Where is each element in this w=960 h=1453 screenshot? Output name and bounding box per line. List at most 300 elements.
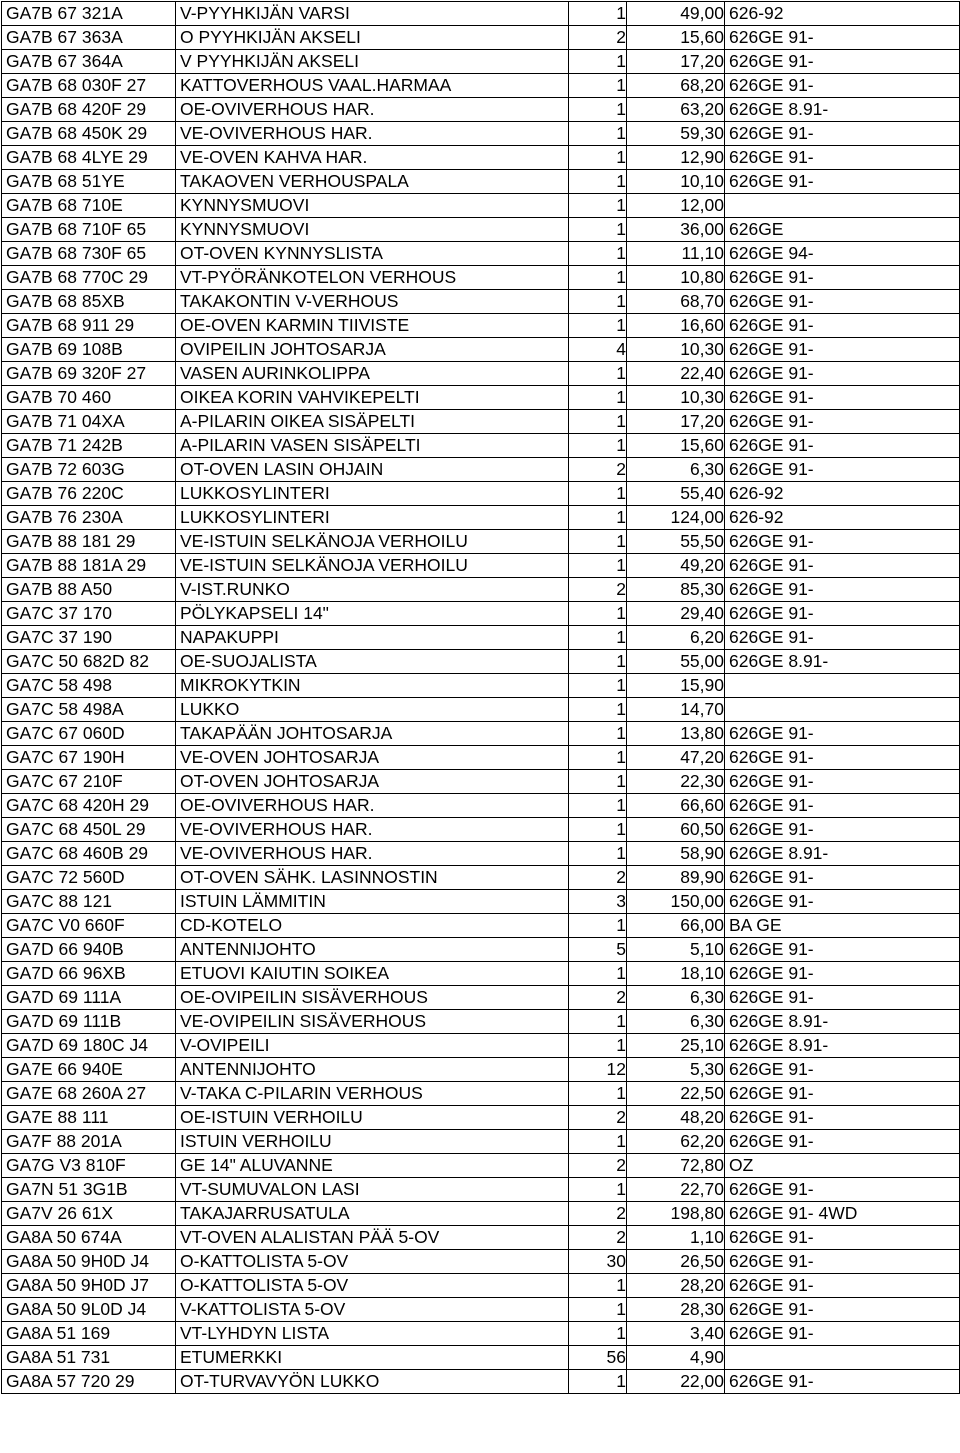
table-row	[2, 1058, 960, 1082]
quantity-cell: 2	[569, 866, 627, 890]
part-name-cell: TAKAOVEN VERHOUSPALA	[176, 170, 569, 194]
table-row	[2, 914, 960, 938]
price-cell: 55,40	[627, 482, 725, 506]
part-code-cell: GA7C 68 460B 29	[2, 842, 176, 866]
model-fit-cell: 626GE 91-	[725, 266, 960, 290]
part-code-cell: GA7C 68 450L 29	[2, 818, 176, 842]
part-name-cell: ETUMERKKI	[176, 1346, 569, 1370]
table-row	[2, 434, 960, 458]
quantity-cell: 1	[569, 650, 627, 674]
part-code-cell: GA7B 68 710E	[2, 194, 176, 218]
table-row	[2, 938, 960, 962]
quantity-cell: 1	[569, 818, 627, 842]
part-code-cell: GA7C 72 560D	[2, 866, 176, 890]
model-fit-cell: 626GE 91-	[725, 26, 960, 50]
table-row	[2, 602, 960, 626]
part-name-cell: ANTENNIJOHTO	[176, 1058, 569, 1082]
quantity-cell: 1	[569, 1298, 627, 1322]
quantity-cell: 5	[569, 938, 627, 962]
quantity-cell: 1	[569, 530, 627, 554]
quantity-cell: 3	[569, 890, 627, 914]
part-code-cell: GA7B 69 320F 27	[2, 362, 176, 386]
model-fit-cell: 626-92	[725, 482, 960, 506]
part-name-cell: PÖLYKAPSELI 14"	[176, 602, 569, 626]
quantity-cell: 2	[569, 986, 627, 1010]
part-name-cell: OE-ISTUIN VERHOILU	[176, 1106, 569, 1130]
part-code-cell: GA7D 69 111A	[2, 986, 176, 1010]
price-cell: 6,30	[627, 1010, 725, 1034]
part-code-cell: GA7B 68 4LYE 29	[2, 146, 176, 170]
part-name-cell: OT-OVEN SÄHK. LASINNOSTIN	[176, 866, 569, 890]
model-fit-cell: BA GE	[725, 914, 960, 938]
quantity-cell: 1	[569, 1130, 627, 1154]
part-code-cell: GA7C V0 660F	[2, 914, 176, 938]
model-fit-cell: 626GE 91-	[725, 146, 960, 170]
price-cell: 15,60	[627, 434, 725, 458]
quantity-cell: 1	[569, 842, 627, 866]
price-cell: 15,90	[627, 674, 725, 698]
table-row	[2, 674, 960, 698]
model-fit-cell: 626GE 91-	[725, 314, 960, 338]
table-row	[2, 2, 960, 26]
part-code-cell: GA7B 70 460	[2, 386, 176, 410]
model-fit-cell: 626GE 91-	[725, 1058, 960, 1082]
table-row	[2, 530, 960, 554]
model-fit-cell: 626GE 91-	[725, 74, 960, 98]
price-cell: 22,00	[627, 1370, 725, 1394]
part-name-cell: V-KATTOLISTA 5-OV	[176, 1298, 569, 1322]
table-row	[2, 314, 960, 338]
model-fit-cell: 626GE 8.91-	[725, 98, 960, 122]
table-row	[2, 1346, 960, 1370]
model-fit-cell: 626GE 91-	[725, 962, 960, 986]
part-name-cell: A-PILARIN OIKEA SISÄPELTI	[176, 410, 569, 434]
part-name-cell: VE-OVIPEILIN SISÄVERHOUS	[176, 1010, 569, 1034]
price-cell: 5,10	[627, 938, 725, 962]
quantity-cell: 1	[569, 554, 627, 578]
price-cell: 18,10	[627, 962, 725, 986]
quantity-cell: 1	[569, 74, 627, 98]
model-fit-cell	[725, 1346, 960, 1370]
part-name-cell: LUKKOSYLINTERI	[176, 506, 569, 530]
part-code-cell: GA8A 50 9L0D J4	[2, 1298, 176, 1322]
price-cell: 12,90	[627, 146, 725, 170]
part-name-cell: VE-OVIVERHOUS HAR.	[176, 842, 569, 866]
quantity-cell: 30	[569, 1250, 627, 1274]
part-name-cell: NAPAKUPPI	[176, 626, 569, 650]
quantity-cell: 1	[569, 1322, 627, 1346]
part-code-cell: GA8A 50 9H0D J4	[2, 1250, 176, 1274]
model-fit-cell: 626GE 91-	[725, 1250, 960, 1274]
model-fit-cell: 626-92	[725, 2, 960, 26]
quantity-cell: 1	[569, 602, 627, 626]
part-code-cell: GA7D 69 180C J4	[2, 1034, 176, 1058]
part-code-cell: GA7G V3 810F	[2, 1154, 176, 1178]
part-code-cell: GA8A 57 720 29	[2, 1370, 176, 1394]
quantity-cell: 1	[569, 746, 627, 770]
price-cell: 89,90	[627, 866, 725, 890]
quantity-cell: 1	[569, 794, 627, 818]
part-code-cell: GA7C 88 121	[2, 890, 176, 914]
quantity-cell: 1	[569, 482, 627, 506]
price-cell: 1,10	[627, 1226, 725, 1250]
parts-price-table	[1, 1, 960, 1394]
part-name-cell: VE-OVEN KAHVA HAR.	[176, 146, 569, 170]
model-fit-cell: 626GE 91-	[725, 1298, 960, 1322]
part-name-cell: VE-OVEN JOHTOSARJA	[176, 746, 569, 770]
part-code-cell: GA8A 50 674A	[2, 1226, 176, 1250]
part-name-cell: O-KATTOLISTA 5-OV	[176, 1274, 569, 1298]
quantity-cell: 2	[569, 578, 627, 602]
part-name-cell: ETUOVI KAIUTIN SOIKEA	[176, 962, 569, 986]
price-cell: 5,30	[627, 1058, 725, 1082]
part-code-cell: GA7B 68 51YE	[2, 170, 176, 194]
part-name-cell: VT-SUMUVALON LASI	[176, 1178, 569, 1202]
part-name-cell: CD-KOTELO	[176, 914, 569, 938]
model-fit-cell: 626GE 91-	[725, 122, 960, 146]
part-name-cell: VT-OVEN ALALISTAN PÄÄ 5-OV	[176, 1226, 569, 1250]
table-row	[2, 1250, 960, 1274]
part-name-cell: VASEN AURINKOLIPPA	[176, 362, 569, 386]
price-cell: 49,00	[627, 2, 725, 26]
model-fit-cell: 626GE 91-	[725, 986, 960, 1010]
quantity-cell: 4	[569, 338, 627, 362]
quantity-cell: 12	[569, 1058, 627, 1082]
table-row	[2, 146, 960, 170]
table-row	[2, 1274, 960, 1298]
quantity-cell: 2	[569, 1154, 627, 1178]
quantity-cell: 1	[569, 1010, 627, 1034]
price-cell: 10,30	[627, 338, 725, 362]
price-cell: 6,30	[627, 986, 725, 1010]
model-fit-cell: 626GE 91-	[725, 434, 960, 458]
price-cell: 72,80	[627, 1154, 725, 1178]
model-fit-cell	[725, 674, 960, 698]
model-fit-cell: 626GE 91-	[725, 602, 960, 626]
table-row	[2, 698, 960, 722]
part-code-cell: GA7B 68 911 29	[2, 314, 176, 338]
part-code-cell: GA7E 88 111	[2, 1106, 176, 1130]
model-fit-cell: 626GE 91-	[725, 1106, 960, 1130]
price-cell: 48,20	[627, 1106, 725, 1130]
part-name-cell: OT-OVEN LASIN OHJAIN	[176, 458, 569, 482]
price-cell: 68,70	[627, 290, 725, 314]
price-cell: 12,00	[627, 194, 725, 218]
part-code-cell: GA7C 58 498	[2, 674, 176, 698]
table-row	[2, 770, 960, 794]
table-row	[2, 722, 960, 746]
model-fit-cell: 626GE 91-	[725, 1130, 960, 1154]
price-cell: 66,60	[627, 794, 725, 818]
quantity-cell: 1	[569, 50, 627, 74]
table-row	[2, 1298, 960, 1322]
price-cell: 60,50	[627, 818, 725, 842]
quantity-cell: 1	[569, 914, 627, 938]
quantity-cell: 1	[569, 122, 627, 146]
model-fit-cell: 626GE 91-	[725, 386, 960, 410]
table-row	[2, 1154, 960, 1178]
model-fit-cell: 626GE 91-	[725, 818, 960, 842]
part-code-cell: GA7B 67 321A	[2, 2, 176, 26]
price-cell: 150,00	[627, 890, 725, 914]
part-code-cell: GA7N 51 3G1B	[2, 1178, 176, 1202]
quantity-cell: 1	[569, 290, 627, 314]
price-cell: 66,00	[627, 914, 725, 938]
model-fit-cell	[725, 698, 960, 722]
table-row	[2, 266, 960, 290]
part-name-cell: OE-OVIPEILIN SISÄVERHOUS	[176, 986, 569, 1010]
price-cell: 15,60	[627, 26, 725, 50]
model-fit-cell: 626GE 91-	[725, 1082, 960, 1106]
price-cell: 49,20	[627, 554, 725, 578]
quantity-cell: 1	[569, 1178, 627, 1202]
price-cell: 10,30	[627, 386, 725, 410]
quantity-cell: 1	[569, 1370, 627, 1394]
part-code-cell: GA7V 26 61X	[2, 1202, 176, 1226]
quantity-cell: 1	[569, 722, 627, 746]
quantity-cell: 1	[569, 170, 627, 194]
quantity-cell: 1	[569, 146, 627, 170]
quantity-cell: 56	[569, 1346, 627, 1370]
part-code-cell: GA7E 66 940E	[2, 1058, 176, 1082]
table-row	[2, 1202, 960, 1226]
quantity-cell: 1	[569, 410, 627, 434]
model-fit-cell: 626GE 91-	[725, 866, 960, 890]
model-fit-cell: 626GE 91-	[725, 50, 960, 74]
part-code-cell: GA7B 71 242B	[2, 434, 176, 458]
part-code-cell: GA7C 67 060D	[2, 722, 176, 746]
parts-table-body	[2, 2, 960, 1394]
quantity-cell: 1	[569, 242, 627, 266]
quantity-cell: 1	[569, 194, 627, 218]
part-name-cell: V PYYHKIJÄN AKSELI	[176, 50, 569, 74]
part-code-cell: GA7C 58 498A	[2, 698, 176, 722]
price-cell: 63,20	[627, 98, 725, 122]
price-cell: 28,20	[627, 1274, 725, 1298]
quantity-cell: 1	[569, 98, 627, 122]
quantity-cell: 1	[569, 506, 627, 530]
part-name-cell: ISTUIN LÄMMITIN	[176, 890, 569, 914]
part-name-cell: TAKAJARRUSATULA	[176, 1202, 569, 1226]
price-cell: 17,20	[627, 50, 725, 74]
part-name-cell: KYNNYSMUOVI	[176, 218, 569, 242]
price-cell: 3,40	[627, 1322, 725, 1346]
price-cell: 47,20	[627, 746, 725, 770]
model-fit-cell: 626GE 94-	[725, 242, 960, 266]
table-row	[2, 626, 960, 650]
part-code-cell: GA7B 67 364A	[2, 50, 176, 74]
model-fit-cell: 626GE 91-	[725, 1178, 960, 1202]
price-cell: 28,30	[627, 1298, 725, 1322]
part-code-cell: GA7F 88 201A	[2, 1130, 176, 1154]
table-row	[2, 122, 960, 146]
table-row	[2, 1106, 960, 1130]
part-code-cell: GA7D 66 96XB	[2, 962, 176, 986]
part-name-cell: KATTOVERHOUS VAAL.HARMAA	[176, 74, 569, 98]
part-name-cell: O-KATTOLISTA 5-OV	[176, 1250, 569, 1274]
table-row	[2, 1010, 960, 1034]
price-cell: 124,00	[627, 506, 725, 530]
quantity-cell: 1	[569, 2, 627, 26]
price-cell: 10,10	[627, 170, 725, 194]
part-name-cell: VE-OVIVERHOUS HAR.	[176, 122, 569, 146]
part-name-cell: OT-OVEN KYNNYSLISTA	[176, 242, 569, 266]
table-row	[2, 890, 960, 914]
part-code-cell: GA7B 72 603G	[2, 458, 176, 482]
part-name-cell: OE-OVIVERHOUS HAR.	[176, 98, 569, 122]
table-row	[2, 1370, 960, 1394]
model-fit-cell: 626GE 91-	[725, 338, 960, 362]
part-name-cell: OIKEA KORIN VAHVIKEPELTI	[176, 386, 569, 410]
part-name-cell: V-PYYHKIJÄN VARSI	[176, 2, 569, 26]
quantity-cell: 2	[569, 26, 627, 50]
price-cell: 26,50	[627, 1250, 725, 1274]
price-cell: 22,40	[627, 362, 725, 386]
table-row	[2, 962, 960, 986]
model-fit-cell: 626GE 91-	[725, 530, 960, 554]
part-name-cell: V-OVIPEILI	[176, 1034, 569, 1058]
part-code-cell: GA7E 68 260A 27	[2, 1082, 176, 1106]
part-name-cell: V-IST.RUNKO	[176, 578, 569, 602]
model-fit-cell: 626-92	[725, 506, 960, 530]
part-code-cell: GA7B 68 730F 65	[2, 242, 176, 266]
price-cell: 55,50	[627, 530, 725, 554]
part-name-cell: V-TAKA C-PILARIN VERHOUS	[176, 1082, 569, 1106]
quantity-cell: 1	[569, 770, 627, 794]
part-code-cell: GA7C 67 190H	[2, 746, 176, 770]
model-fit-cell: 626GE 91-	[725, 1274, 960, 1298]
part-code-cell: GA8A 50 9H0D J7	[2, 1274, 176, 1298]
quantity-cell: 1	[569, 1034, 627, 1058]
model-fit-cell: 626GE 91-	[725, 1370, 960, 1394]
table-row	[2, 842, 960, 866]
table-row	[2, 1178, 960, 1202]
price-cell: 22,30	[627, 770, 725, 794]
part-name-cell: VT-PYÖRÄNKOTELON VERHOUS	[176, 266, 569, 290]
model-fit-cell: 626GE 91-	[725, 290, 960, 314]
model-fit-cell: 626GE 91-	[725, 890, 960, 914]
table-row	[2, 578, 960, 602]
part-code-cell: GA7D 66 940B	[2, 938, 176, 962]
price-cell: 36,00	[627, 218, 725, 242]
table-row	[2, 50, 960, 74]
part-code-cell: GA7B 68 450K 29	[2, 122, 176, 146]
table-row	[2, 74, 960, 98]
part-code-cell: GA7C 68 420H 29	[2, 794, 176, 818]
part-code-cell: GA7C 50 682D 82	[2, 650, 176, 674]
model-fit-cell: 626GE 91-	[725, 554, 960, 578]
quantity-cell: 1	[569, 362, 627, 386]
table-row	[2, 242, 960, 266]
part-name-cell: O PYYHKIJÄN AKSELI	[176, 26, 569, 50]
table-row	[2, 458, 960, 482]
part-code-cell: GA8A 51 731	[2, 1346, 176, 1370]
part-name-cell: OE-OVIVERHOUS HAR.	[176, 794, 569, 818]
model-fit-cell: OZ	[725, 1154, 960, 1178]
part-code-cell: GA7B 76 230A	[2, 506, 176, 530]
part-name-cell: LUKKOSYLINTERI	[176, 482, 569, 506]
model-fit-cell: 626GE 91-	[725, 410, 960, 434]
quantity-cell: 1	[569, 266, 627, 290]
price-cell: 58,90	[627, 842, 725, 866]
model-fit-cell: 626GE 91-	[725, 170, 960, 194]
model-fit-cell: 626GE 8.91-	[725, 650, 960, 674]
table-row	[2, 26, 960, 50]
part-name-cell: MIKROKYTKIN	[176, 674, 569, 698]
model-fit-cell: 626GE 8.91-	[725, 842, 960, 866]
price-cell: 10,80	[627, 266, 725, 290]
part-name-cell: OE-SUOJALISTA	[176, 650, 569, 674]
part-name-cell: KYNNYSMUOVI	[176, 194, 569, 218]
table-row	[2, 218, 960, 242]
model-fit-cell: 626GE 8.91-	[725, 1010, 960, 1034]
price-cell: 22,50	[627, 1082, 725, 1106]
part-name-cell: VE-ISTUIN SELKÄNOJA VERHOILU	[176, 554, 569, 578]
quantity-cell: 1	[569, 698, 627, 722]
table-row	[2, 1226, 960, 1250]
table-row	[2, 818, 960, 842]
quantity-cell: 1	[569, 626, 627, 650]
table-row	[2, 386, 960, 410]
part-name-cell: A-PILARIN VASEN SISÄPELTI	[176, 434, 569, 458]
part-name-cell: VE-OVIVERHOUS HAR.	[176, 818, 569, 842]
part-name-cell: OVIPEILIN JOHTOSARJA	[176, 338, 569, 362]
part-code-cell: GA7B 68 030F 27	[2, 74, 176, 98]
table-row	[2, 506, 960, 530]
table-row	[2, 338, 960, 362]
quantity-cell: 1	[569, 386, 627, 410]
price-cell: 14,70	[627, 698, 725, 722]
part-code-cell: GA7B 68 85XB	[2, 290, 176, 314]
table-row	[2, 98, 960, 122]
part-code-cell: GA7B 88 181 29	[2, 530, 176, 554]
quantity-cell: 1	[569, 218, 627, 242]
part-code-cell: GA7C 37 170	[2, 602, 176, 626]
model-fit-cell: 626GE 91-	[725, 746, 960, 770]
model-fit-cell: 626GE 91-	[725, 938, 960, 962]
part-name-cell: GE 14" ALUVANNE	[176, 1154, 569, 1178]
quantity-cell: 1	[569, 962, 627, 986]
part-name-cell: TAKAKONTIN V-VERHOUS	[176, 290, 569, 314]
part-code-cell: GA7B 76 220C	[2, 482, 176, 506]
part-code-cell: GA7B 88 181A 29	[2, 554, 176, 578]
part-code-cell: GA8A 51 169	[2, 1322, 176, 1346]
model-fit-cell: 626GE 91-	[725, 1322, 960, 1346]
model-fit-cell: 626GE 91-	[725, 1226, 960, 1250]
part-code-cell: GA7B 71 04XA	[2, 410, 176, 434]
price-cell: 68,20	[627, 74, 725, 98]
price-cell: 29,40	[627, 602, 725, 626]
model-fit-cell: 626GE 91-	[725, 362, 960, 386]
model-fit-cell: 626GE 91-	[725, 578, 960, 602]
part-code-cell: GA7B 67 363A	[2, 26, 176, 50]
price-cell: 4,90	[627, 1346, 725, 1370]
part-code-cell: GA7B 68 710F 65	[2, 218, 176, 242]
model-fit-cell: 626GE 91-	[725, 458, 960, 482]
table-row	[2, 794, 960, 818]
table-row	[2, 1322, 960, 1346]
model-fit-cell: 626GE 91-	[725, 770, 960, 794]
quantity-cell: 1	[569, 434, 627, 458]
table-row	[2, 1082, 960, 1106]
part-code-cell: GA7B 88 A50	[2, 578, 176, 602]
model-fit-cell: 626GE 91-	[725, 626, 960, 650]
table-row	[2, 1034, 960, 1058]
part-name-cell: ISTUIN VERHOILU	[176, 1130, 569, 1154]
table-row	[2, 482, 960, 506]
price-cell: 198,80	[627, 1202, 725, 1226]
part-code-cell: GA7B 68 420F 29	[2, 98, 176, 122]
